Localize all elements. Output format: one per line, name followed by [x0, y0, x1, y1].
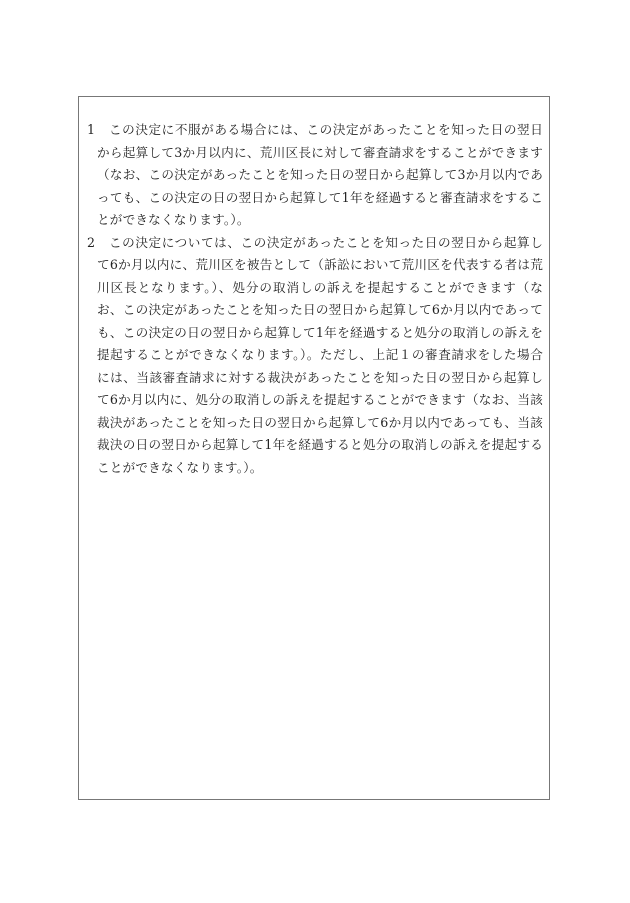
notice-items-list: [87, 119, 543, 479]
notice-item-review-request: [87, 119, 543, 232]
item-text: この決定に不服がある場合には、この決定があったことを知った日の翌日から起算して3か月以内に、荒川区長に対して審査請求をすることができます（なお、この決定があったことを知った日の翌日から起算して3か月以内であっても、この決定の日の翌日から起算して1年を経過すると審査請求をすることができなくなります。）。: [97, 122, 543, 227]
item-number: 2: [87, 234, 96, 250]
notice-item-revocation-suit: [87, 232, 543, 480]
item-number: 1: [87, 122, 96, 137]
appeal-notice-box: [78, 96, 550, 800]
item-text: この決定については、この決定があったことを知った日の翌日から起算して6か月以内に、荒川区を被告として（訴訟において荒川区を代表する者は荒川区長となります。）、処分の取消しの訴えを提起することができます（なお、この決定があったことを知った日の翌日から起算して6か月以内であっても、この決定の日の翌日から起算して1年を経過すると処分の取消しの訴えを提起することができなくなります。）。ただし、上記１の審査請求をした場合には、当該審査請求に対する裁決があったことを知った日の翌日から起算して6か月以内に、処分の取消しの訴えを提起することができます（なお、当該裁決があったことを知った日の翌日から起算して6か月以内であっても、当該裁決の日の翌日から起算して1年を経過すると処分の取消しの訴えを提起することができなくなります。）。: [97, 234, 543, 475]
